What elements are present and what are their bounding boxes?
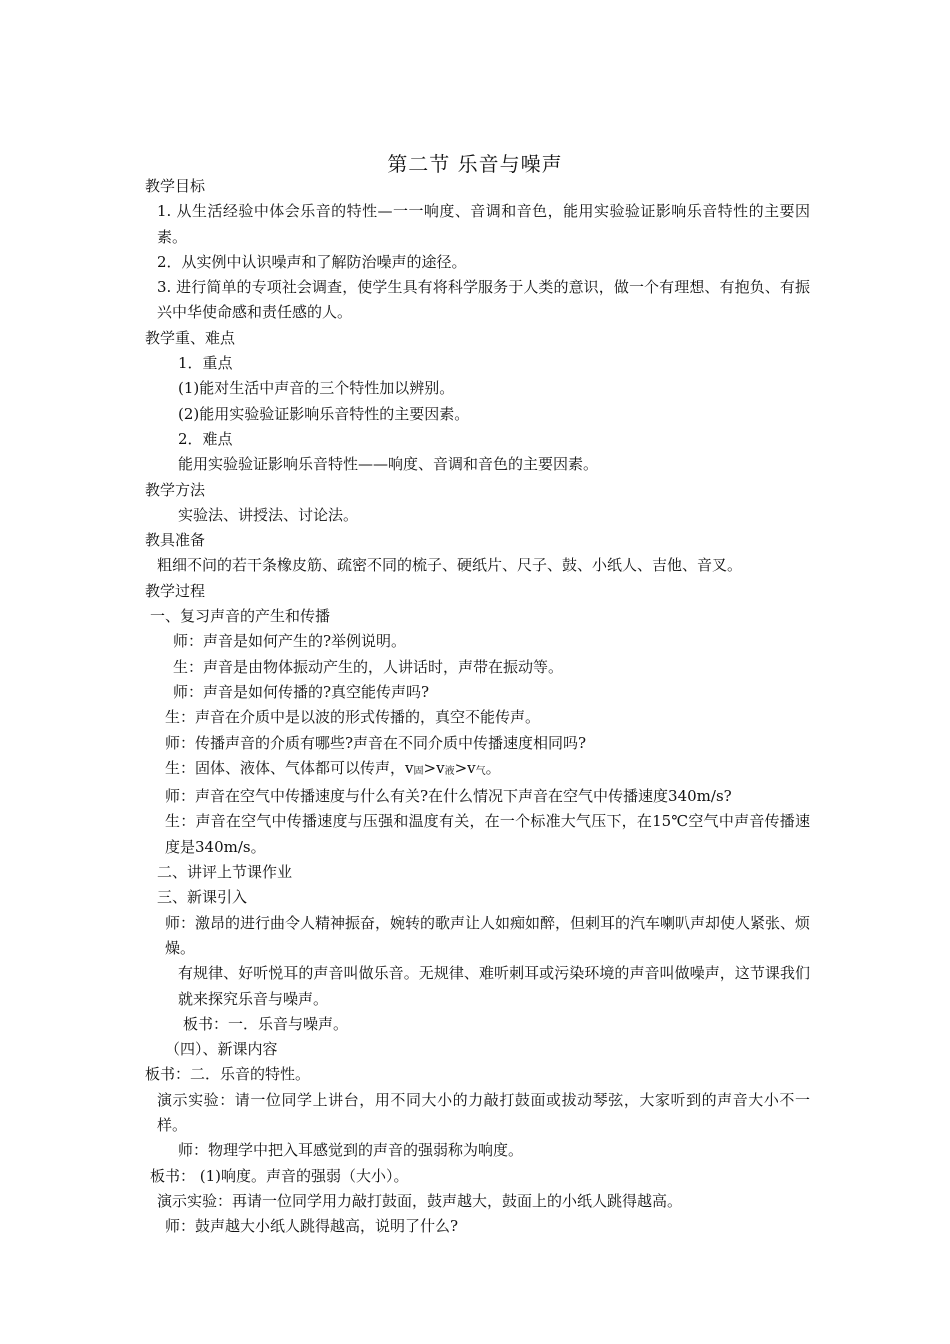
speed-subscript: 固 [413,765,424,777]
speed-symbol: v [405,758,414,777]
paragraph-text: 三、新课引入 [157,888,248,907]
paragraph-line [145,1088,810,1139]
paragraph-text: 生：固体、液体、气体都可以传声， [165,758,406,777]
paragraph-line [145,1062,810,1087]
paragraph-text: 2．从实例中认识噪声和了解防治噪声的途径。 [157,252,467,271]
paragraph-line [145,860,810,885]
paragraph-text: 教学目标 [145,177,206,195]
paragraph-text: 粗细不问的若干条橡皮筋、疏密不同的梳子、硬纸片、尺子、鼓、小纸人、吉他、音叉。 [157,556,743,575]
paragraph-line [145,756,810,784]
paragraph-text: 师：传播声音的介质有哪些?声音在不同介质中传播速度相同吗? [165,733,587,752]
paragraph-line [145,250,810,275]
paragraph-line [145,528,810,553]
paragraph-text: 生：声音是由物体振动产生的，人讲话时，声带在振动等。 [173,657,564,676]
paragraph-line [145,199,810,250]
paragraph-line [145,731,810,756]
paragraph-text: 师：声音是如何产生的?举例说明。 [173,632,407,651]
paragraph-text: 二、讲评上节课作业 [157,863,293,882]
paragraph-line [145,784,810,809]
paragraph-line [145,326,810,351]
paragraph-line [145,1037,810,1062]
paragraph-text: 教具准备 [145,531,206,550]
speed-symbol: v [436,758,445,777]
paragraph-line [145,351,810,376]
paragraph-line [145,911,810,962]
greater-than: > [454,758,468,777]
paragraph-text: 1．重点 [178,354,233,373]
paragraph-line [145,705,810,730]
paragraph-line [145,402,810,427]
paragraph-text: 实验法、讲授法、讨论法。 [178,505,359,524]
paragraph-text: 1. 从生活经验中体会乐音的特性—一一响度、音调和音色，能用实验验证影响乐音特性的主要因素。 [157,202,810,246]
paragraph-line [145,427,810,452]
paragraph-line [145,885,810,910]
paragraph-text: 师：鼓声越大小纸人跳得越高，说明了什么? [165,1217,459,1236]
paragraph-text: 生：声音在空气中传播速度与压强和温度有关，在一个标准大气压下，在15℃空气中声音传播速度是340m/s。 [165,812,810,856]
paragraph-text: 教学重、难点 [145,328,236,347]
paragraph-text: 能用实验验证影响乐音特性——响度、音调和音色的主要因素。 [178,455,599,474]
paragraph-line [145,452,810,477]
sentence-end: 。 [485,758,501,777]
paragraph-text: 师：激昂的进行曲令人精神振奋，婉转的歌声让人如痴如醉，但刺耳的汽车喇叭声却使人紧张、烦燥。 [165,913,811,957]
paragraph-text: 生：声音在介质中是以波的形式传播的，真空不能传声。 [165,708,541,727]
paragraph-text: 教学过程 [145,581,206,600]
speed-subscript: 液 [444,765,455,777]
paragraph-line [145,553,810,578]
paragraph-line [145,1214,810,1239]
paragraph-line [145,655,810,680]
paragraph-text: 板书：一．乐音与噪声。 [183,1014,349,1033]
paragraph-line [145,629,810,654]
paragraph-line [145,503,810,528]
paragraph-line [145,1164,810,1189]
paragraph-text: 板书：二．乐音的特性。 [145,1065,311,1084]
speed-subscript: 气 [475,765,486,777]
paragraph-line [145,579,810,604]
paragraph-text: 师：声音在空气中传播速度与什么有关?在什么情况下声音在空气中传播速度340m/s? [165,787,732,806]
document-body [145,174,810,1239]
paragraph-text: (2)能用实验验证影响乐音特性的主要因素。 [178,404,470,423]
paragraph-line [145,961,810,1012]
paragraph-line [145,604,810,629]
document-title: 第二节 乐音与噪声 [387,152,563,176]
paragraph-text: 师：物理学中把入耳感觉到的声音的强弱称为响度。 [178,1141,524,1160]
paragraph-line [145,1138,810,1163]
paragraph-text: 有规律、好听悦耳的声音叫做乐音。无规律、难听刺耳或污染环境的声音叫做噪声，这节课我们就来探究乐音与噪声。 [178,964,810,1008]
speed-symbol: v [467,758,476,777]
paragraph-line [145,680,810,705]
paragraph-text: 一、复习声音的产生和传播 [150,607,331,626]
paragraph-text: 教学方法 [145,480,206,499]
paragraph-line [145,809,810,860]
paragraph-text: 2．难点 [178,429,233,448]
greater-than: > [423,758,437,777]
paragraph-text: 演示实验：请一位同学上讲台，用不同大小的力敲打鼓面或拔动琴弦，大家听到的声音大小不一样。 [157,1090,810,1134]
paragraph-text: 3. 进行简单的专项社会调查，使学生具有将科学服务于人类的意识，做一个有理想、有抱负、有振兴中华使命感和责任感的人。 [157,278,810,322]
paragraph-text: （四）、新课内容 [165,1040,278,1059]
paragraph-line [145,275,810,326]
paragraph-line [145,376,810,401]
paragraph-line [145,478,810,503]
paragraph-text: 板书： (1)响度。声音的强弱（大小）。 [150,1166,409,1185]
paragraph-line [145,1012,810,1037]
paragraph-text: (1)能对生活中声音的三个特性加以辨别。 [178,379,455,398]
paragraph-line [145,1189,810,1214]
paragraph-line [145,174,810,199]
paragraph-text: 演示实验：再请一位同学用力敲打鼓面，鼓声越大，鼓面上的小纸人跳得越高。 [157,1191,683,1210]
paragraph-text: 师：声音是如何传播的?真空能传声吗? [173,682,430,701]
